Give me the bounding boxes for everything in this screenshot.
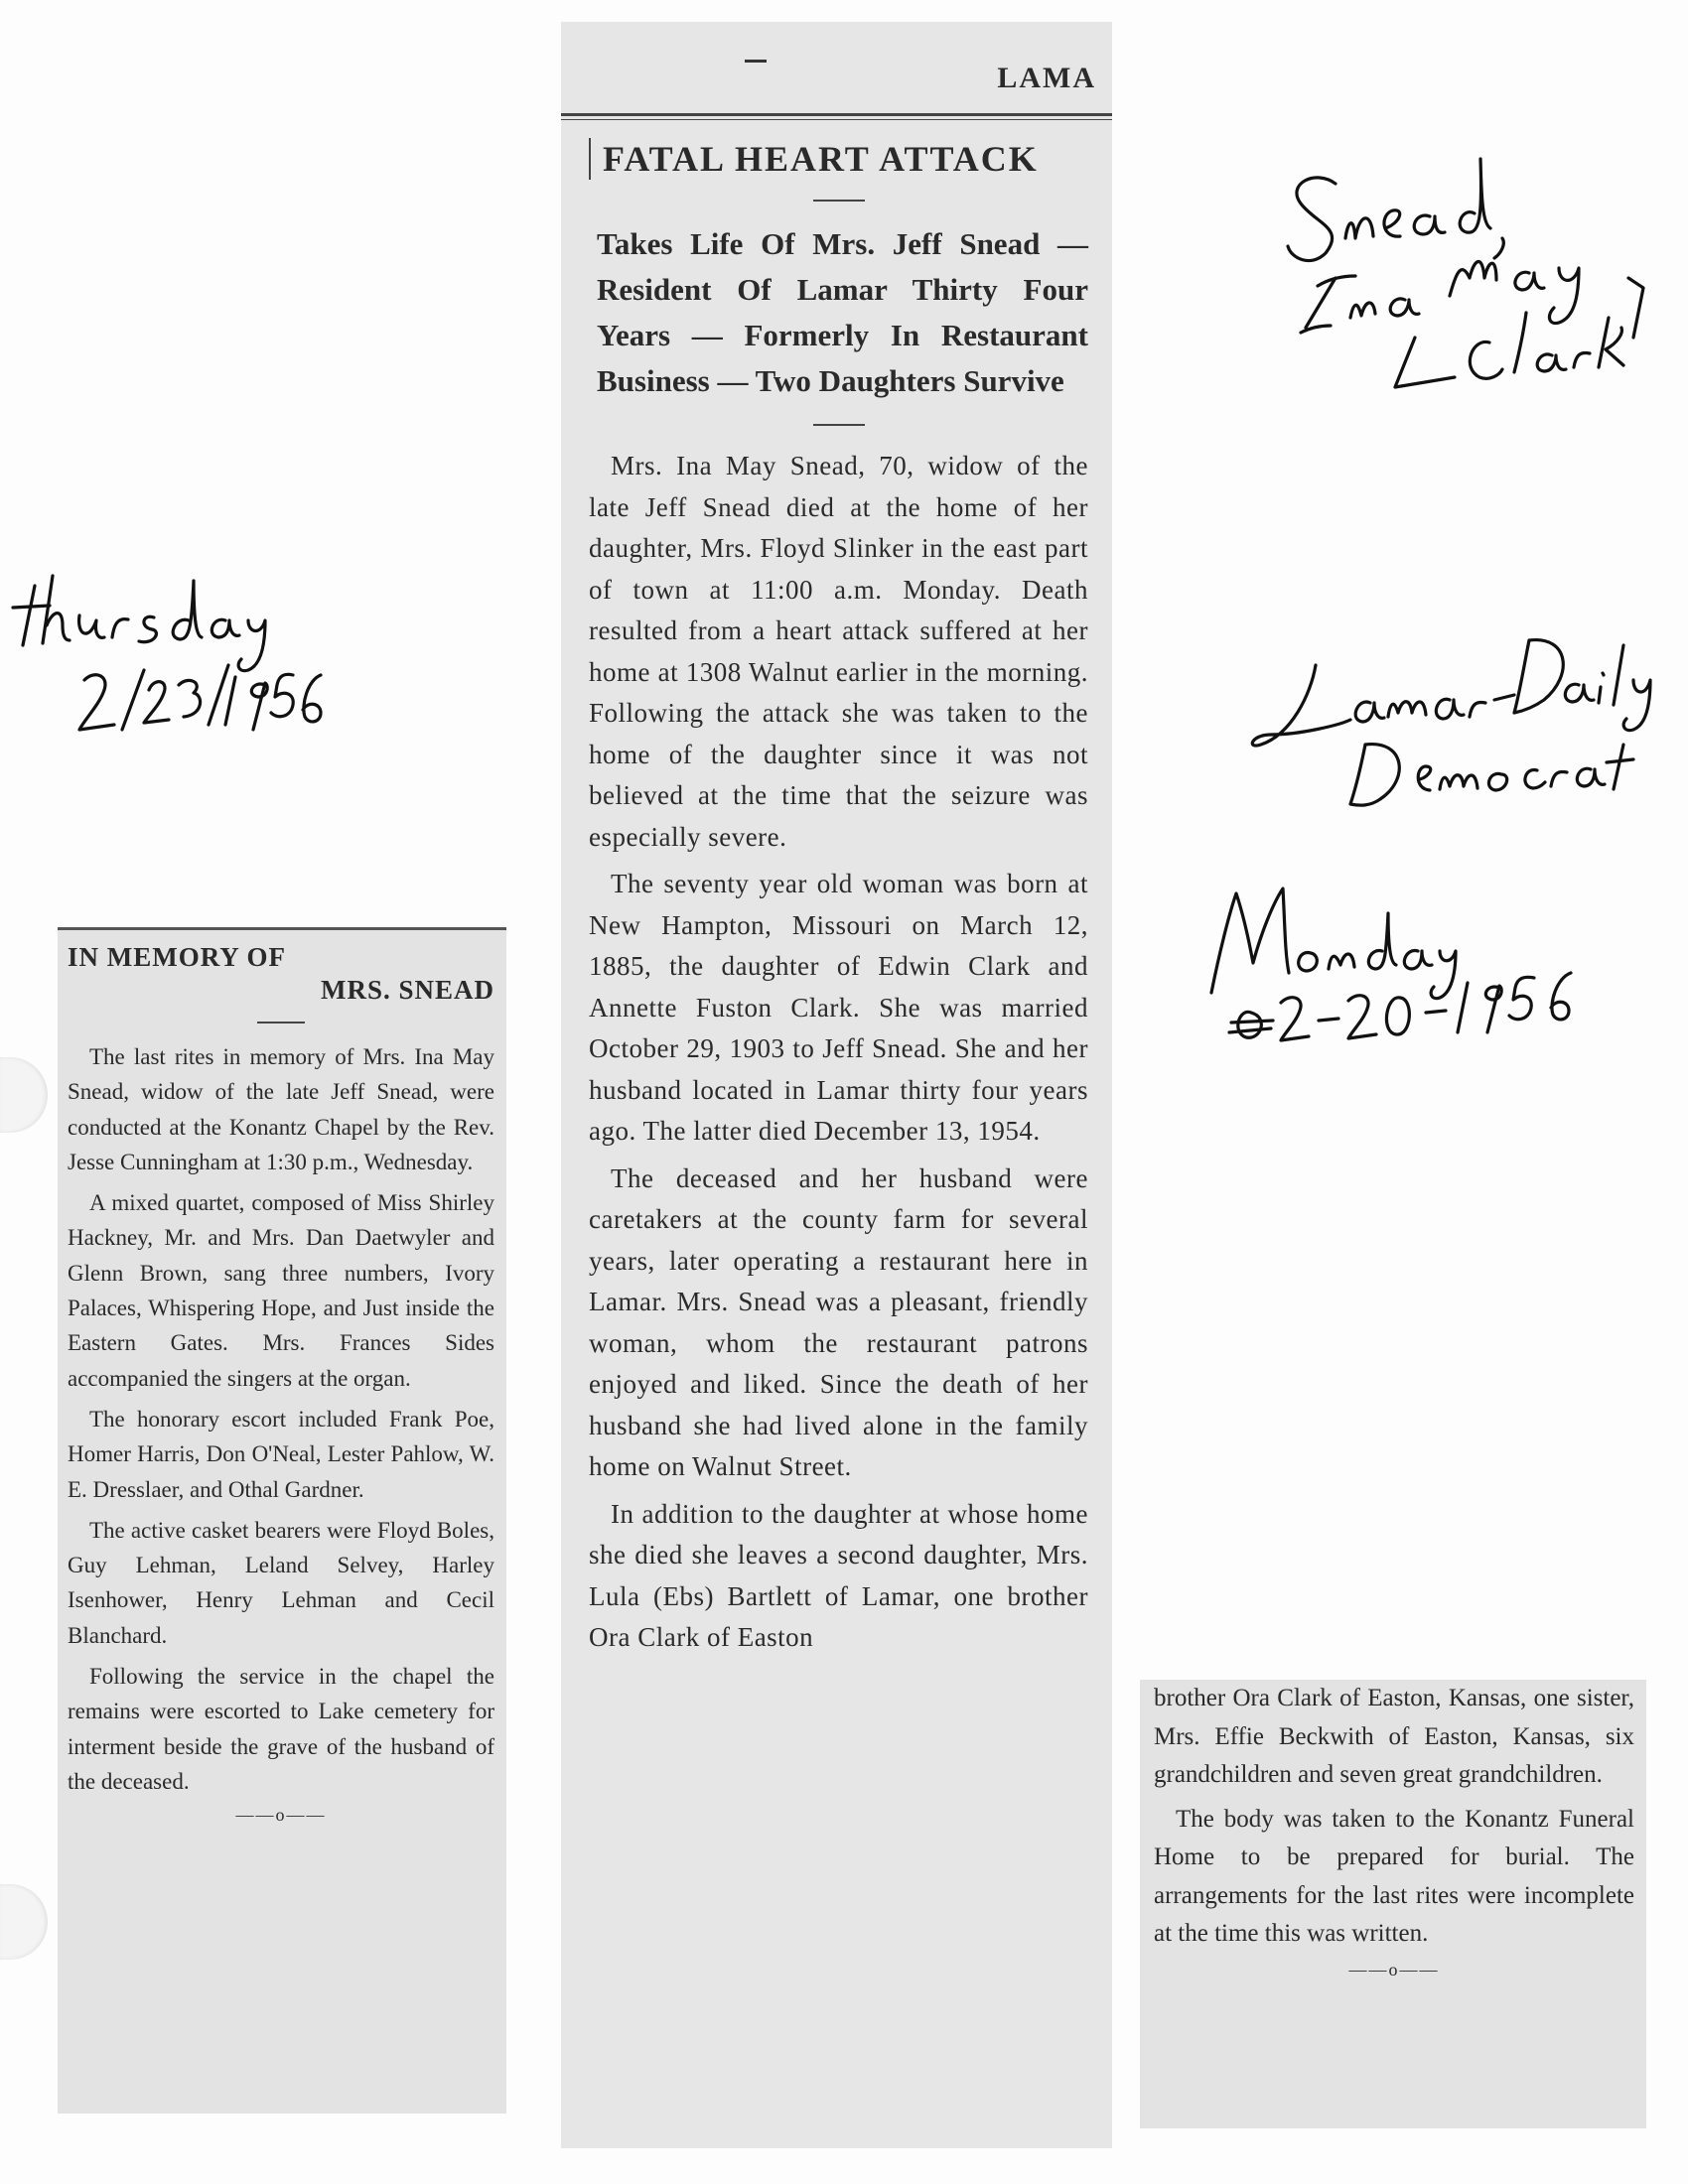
paragraph: A mixed quartet, composed of Miss Shirley Hackney, Mr. and Mrs. Dan Daetwyler and Glenn Brown, sang three numbers, Ivory Palaces, Whispering Hope, and Just inside the Eastern Gates. Mrs. Frances Sides accompanied the singers at the organ. <box>68 1190 494 1391</box>
funeral-notice-clipping <box>58 927 506 2114</box>
top-rule <box>58 927 506 940</box>
newspaper-masthead: LAMA <box>997 62 1096 94</box>
paragraph: The body was taken to the Konantz Funeral Home to be prepared for burial. The arrangements for the last rites were incomplete at the time this was written. <box>1154 1805 1634 1947</box>
handwritten-funeral-date-note <box>5 566 333 764</box>
paragraph: The active casket bearers were Floyd Boles, Guy Lehman, Leland Selvey, Harley Isenhower, Henry Lehman and Cecil Blanchard. <box>68 1517 494 1648</box>
paragraph: The honorary escort included Frank Poe, Homer Harris, Don O'Neal, Lester Pahlow, W. E. Dresslaer, and Othal Gardner. <box>68 1406 494 1502</box>
paragraph: In addition to the daughter at whose home she died she leaves a second daughter, Mrs. Lula (Ebs) Bartlett of Lamar, one brother Ora Clark of Easton <box>589 1498 1088 1652</box>
separator <box>813 424 865 426</box>
article-body <box>589 446 1088 1659</box>
obituary-main-clipping <box>561 22 1112 2148</box>
end-mark: ——o—— <box>235 1805 327 1826</box>
paragraph: The deceased and her husband were caretakers at the county farm for several years, later operating a restaurant here in Lamar. Mrs. Snead was a pleasant, friendly woman, whom the restaurant patrons enjoyed and liked. Since the death of her husband she had lived alone in the family home on Walnut Street. <box>589 1162 1088 1481</box>
notice-heading-line2: MRS. SNEAD <box>320 975 494 1005</box>
headline: FATAL HEART ATTACK <box>589 138 1088 180</box>
punch-hole <box>0 1884 48 1960</box>
separator <box>813 200 865 202</box>
paragraph: The seventy year old woman was born at New Hampton, Missouri on March 12, 1885, the daughter of Edwin Clark and Annette Fuston Clark. She was married October 29, 1903 to Jeff Snead. She and her husband located in Lamar thirty four years ago. The latter died December 13, 1954. <box>589 869 1088 1146</box>
handwritten-newspaper-note <box>1231 596 1668 854</box>
paragraph: Mrs. Ina May Snead, 70, widow of the late Jeff Snead died at the home of her daughter, Mrs. Floyd Slinker in the east part of town at 11:00 a.m. Monday. Death resulted from a heart attack suffered at her home at 1308 Walnut earlier in the morning. Following the attack she was taken to the home of the daughter since it was not believed at the time that the seizure was especially severe. <box>589 451 1088 852</box>
continuation-body <box>1154 1680 1634 1954</box>
separator <box>257 1022 305 1024</box>
subheadline: Takes Life Of Mrs. Jeff Snead — Resident Of Lamar Thirty Four Years — Formerly In Restaurant Business — Two Daughters Survive <box>597 226 1088 398</box>
notice-heading-line1: IN MEMORY OF <box>68 942 287 972</box>
notice-body <box>68 1039 494 1799</box>
handwritten-name-note <box>1276 129 1653 427</box>
punch-hole <box>0 1057 48 1133</box>
paragraph: brother Ora Clark of Easton, Kansas, one sister, Mrs. Effie Beckwith of Easton, Kansas, six grandchildren and seven great grandchildren. <box>1154 1685 1634 1788</box>
handwritten-death-date-note <box>1201 864 1628 1062</box>
top-dash <box>745 60 767 63</box>
paragraph: Following the service in the chapel the remains were escorted to Lake cemetery for interment beside the grave of the husband of the deceased. <box>68 1664 494 1794</box>
continuation-clipping <box>1140 1680 1646 2128</box>
masthead-rule <box>561 113 1112 120</box>
paragraph: The last rites in memory of Mrs. Ina May Snead, widow of the late Jeff Snead, were conducted at the Konantz Chapel by the Rev. Jesse Cunningham at 1:30 p.m., Wednesday. <box>68 1044 494 1174</box>
end-mark: ——o—— <box>1348 1959 1440 1979</box>
